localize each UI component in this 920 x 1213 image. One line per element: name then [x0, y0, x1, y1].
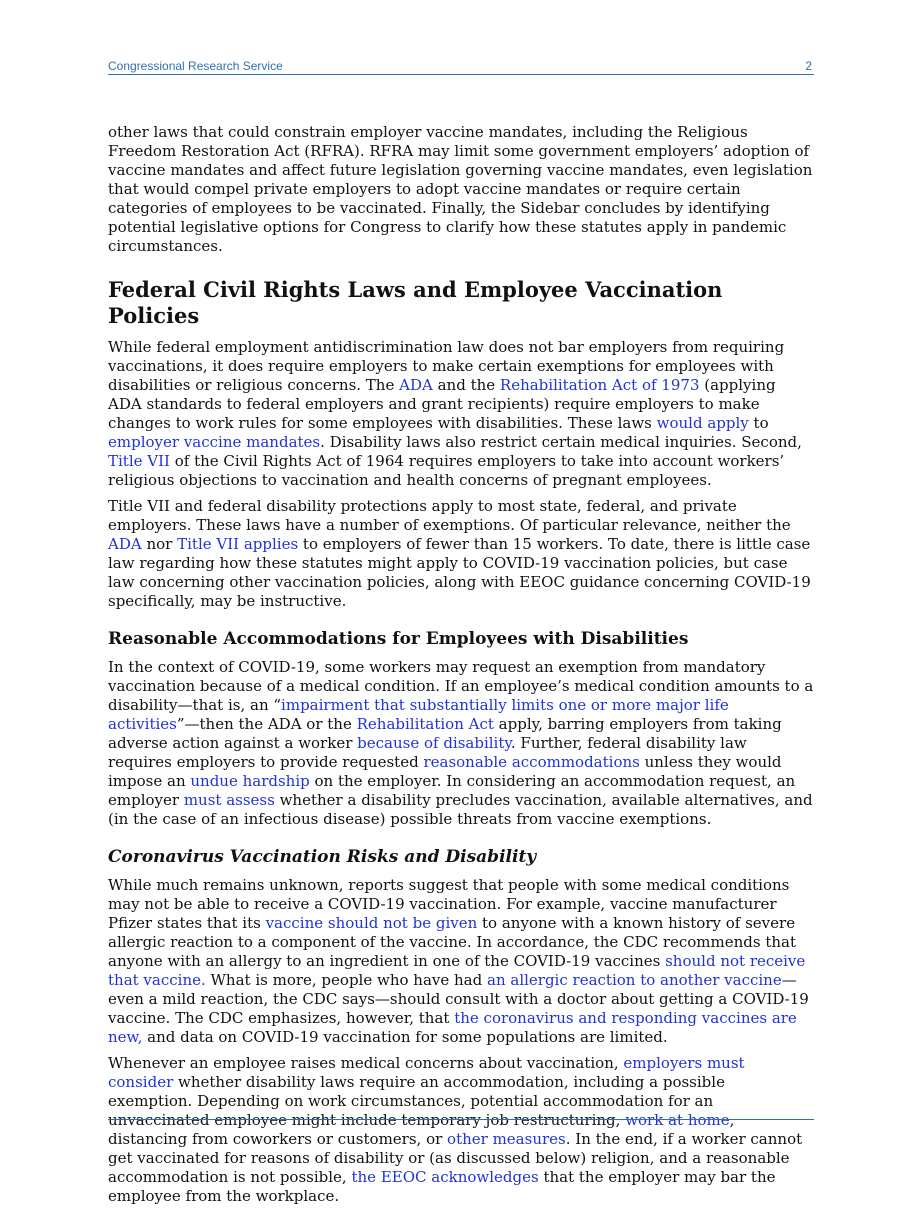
text-run: to employers of fewer than 15 workers. To date, there is little case law regarding how these statutes might apply to COVID-19 vaccination policies, but case law concerning other vaccination policies, along with EEOC guidance concerning COVID-19 specifically, may be instructive.	[108, 535, 811, 610]
text-run: —even a mild reaction, the CDC says—should consult with a doctor about getting a COVID-19 vaccine. The CDC emphasizes, however, that	[108, 971, 809, 1027]
text-run: whether disability laws require an accommodation, including a possible exemption. Depending on work circumstances, potential accommodation for an unvaccinated employee might include temporary job restructuring,	[108, 1073, 725, 1129]
link-undue-hardship[interactable]: undue hardship	[190, 772, 310, 790]
text-run: to	[748, 414, 769, 432]
text-run: Whenever an employee raises medical concerns about vaccination,	[108, 1054, 624, 1072]
footer-rule	[108, 1119, 814, 1120]
link-title-vii[interactable]: Title VII	[108, 452, 170, 470]
link-should-not-receive-vaccine[interactable]: should not receive that vaccine.	[108, 952, 806, 989]
text-run: While much remains unknown, reports suggest that people with some medical conditions may not be able to receive a COVID-19 vaccination. For example, vaccine manufacturer Pfizer states that its	[108, 876, 790, 932]
text-run: What is more, people who have had	[205, 971, 487, 989]
page-header	[108, 57, 814, 75]
header-org-name: Congressional Research Service	[108, 59, 283, 73]
section1-paragraph-2	[108, 497, 814, 611]
link-because-of-disability[interactable]: because of disability	[357, 734, 511, 752]
text-run: apply, barring employers from taking adverse action against a worker	[108, 715, 782, 752]
text-run: and the	[432, 376, 500, 394]
document-body	[108, 123, 814, 1213]
text-run: . Disability laws also restrict certain medical inquiries. Second,	[320, 433, 802, 451]
link-work-at-home[interactable]: work at home	[625, 1111, 730, 1129]
link-vaccine-should-not-be-given[interactable]: vaccine should not be given	[265, 914, 478, 932]
page-number: 2	[805, 59, 812, 73]
link-impairment-definition[interactable]: impairment that substantially limits one or more major life activities	[108, 696, 729, 733]
text-run: nor	[141, 535, 178, 553]
text-run: whether a disability precludes vaccination, available alternatives, and (in the case of an infectious disease) possible threats from vaccine exemptions.	[108, 791, 813, 828]
link-allergic-reaction[interactable]: an allergic reaction to another vaccine	[487, 971, 782, 989]
text-run: ”—then the ADA or the	[176, 715, 357, 733]
text-run: unless they would impose an	[108, 753, 782, 790]
text-run: that the employer may bar the employee from the workplace.	[108, 1168, 776, 1205]
text-run: . Further, federal disability law requires employers to provide requested	[108, 734, 747, 771]
link-would-apply[interactable]: would apply	[656, 414, 749, 432]
text-run: (applying ADA standards to federal employers and grant recipients) require employers to make changes to work rules for some employees with disabilities. These laws	[108, 376, 776, 432]
link-reasonable-accommodations[interactable]: reasonable accommodations	[423, 753, 640, 771]
link-vaccines-are-new[interactable]: the coronavirus and responding vaccines are new,	[108, 1009, 797, 1046]
link-must-assess[interactable]: must assess	[183, 791, 275, 809]
section-heading-reasonable-accommodations: Reasonable Accommodations for Employees with Disabilities	[108, 629, 689, 649]
link-rehabilitation-act-1973[interactable]: Rehabilitation Act of 1973	[499, 376, 700, 394]
link-ada[interactable]: ADA	[399, 376, 433, 394]
link-ada-exemption[interactable]: ADA	[108, 535, 142, 553]
text-run: of the Civil Rights Act of 1964 requires employers to take into account workers’ religious objections to vaccination and health concerns of pregnant employees.	[108, 452, 785, 489]
text-run: While federal employment antidiscrimination law does not bar employers from requiring vaccinations, it does require employers to make certain exemptions for employees with disabilities or religious concerns. The	[108, 338, 785, 394]
link-employer-vaccine-mandates[interactable]: employer vaccine mandates	[108, 433, 321, 451]
section3-paragraph-1	[108, 876, 814, 1047]
text-run: to anyone with a known history of severe allergic reaction to a component of the vaccine. In accordance, the CDC recommends that anyone with an allergy to an ingredient in one of the COVID-19 vaccines	[108, 914, 797, 970]
text-run: , distancing from coworkers or customers, or	[108, 1111, 735, 1148]
text-run: and data on COVID-19 vaccination for some populations are limited.	[142, 1028, 668, 1046]
text-run: . In the end, if a worker cannot get vaccinated for reasons of disability or (as discussed below) religion, and a reasonable accommodation is not possible,	[108, 1130, 803, 1186]
section2-paragraph-1	[108, 658, 814, 829]
section3-paragraph-2	[108, 1054, 814, 1206]
section1-paragraph-1	[108, 338, 814, 490]
text-run: on the employer. In considering an accommodation request, an employer	[108, 772, 796, 809]
text-run: Title VII and federal disability protections apply to most state, federal, and private employers. These laws have a number of exemptions. Of particular relevance, neither the	[108, 497, 791, 534]
link-other-measures[interactable]: other measures	[447, 1130, 566, 1148]
section-heading-civil-rights: Federal Civil Rights Laws and Employee Vaccination Policies	[108, 277, 723, 328]
link-title-vii-applies[interactable]: Title VII applies	[177, 535, 299, 553]
link-employers-must-consider[interactable]: employers must consider	[108, 1054, 745, 1091]
section-heading-vaccination-risks: Coronavirus Vaccination Risks and Disability	[108, 847, 537, 867]
intro-paragraph: other laws that could constrain employer vaccine mandates, including the Religious Freedom Restoration Act (RFRA). RFRA may limit some government employers’ adoption of vaccine mandates and affect future legislation governing vaccine mandates, even legislation that would compel private employers to adopt vaccine mandates or require certain categories of employees to be vaccinated. Finally, the Sidebar concludes by identifying potential legislative options for Congress to clarify how these statutes apply in pandemic circumstances.	[108, 123, 813, 255]
link-eeoc-acknowledges[interactable]: the EEOC acknowledges	[351, 1168, 539, 1186]
link-rehabilitation-act[interactable]: Rehabilitation Act	[356, 715, 494, 733]
text-run: In the context of COVID-19, some workers may request an exemption from mandatory vaccination because of a medical condition. If an employee’s medical condition amounts to a disability—that is, an “	[108, 658, 814, 714]
